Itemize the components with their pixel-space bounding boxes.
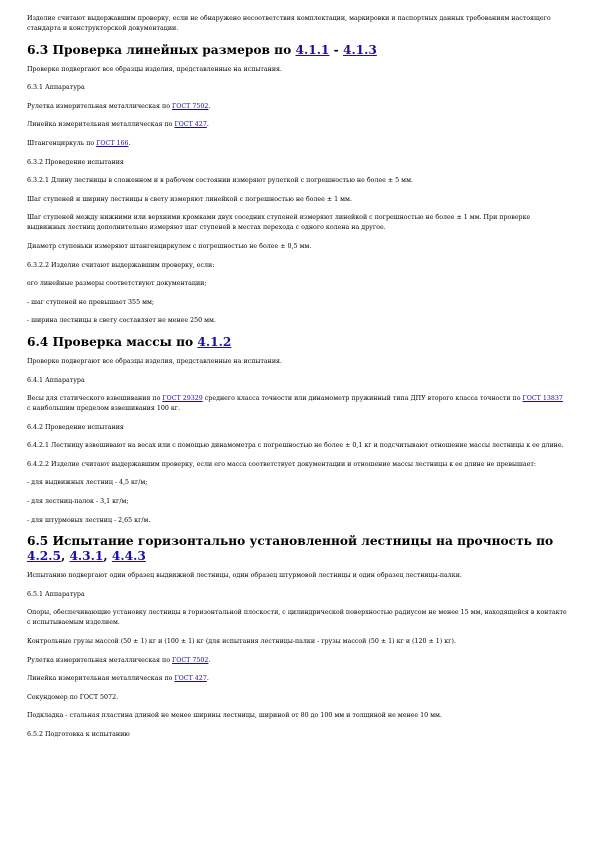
clause-link-4-1-3[interactable]: 4.1.3 [342, 42, 377, 57]
clause-link-4-4-3[interactable]: 4.4.3 [111, 549, 146, 564]
paragraph: Опоры, обеспечивающие установку лестницы в горизонтальной плоскости, с цилиндрической поверхностью радиусом не менее 15 мм, находящейся в контакте с испытываемым изделием. [27, 609, 567, 627]
clause-link-4-1-1[interactable]: 4.1.1 [295, 42, 330, 57]
gost-7502-link[interactable]: ГОСТ 7502 [172, 102, 209, 110]
paragraph [27, 102, 567, 112]
paragraph: 6.3.2.2 Изделие считают выдержавшим проверку, если: [27, 261, 215, 269]
document-body [27, 14, 567, 749]
text: . [208, 656, 211, 664]
subsection-heading: 6.3.2 Проведение испытания [27, 158, 124, 166]
paragraph: 6.4.2.2 Изделие считают выдержавшим проверку, если его масса соответствует документации и отношение массы лестницы к ее длине не превышает: [27, 460, 536, 468]
list-item: - ширина лестницы в свету составляет не менее 250 мм. [27, 317, 216, 325]
paragraph [27, 394, 567, 414]
subsection-heading: 6.4.2 Проведение испытания [27, 423, 124, 431]
text: Штангенциркуль по [27, 139, 97, 147]
comma: , [103, 549, 112, 564]
clause-link-4-2-5[interactable]: 4.2.5 [27, 549, 61, 564]
paragraph: Диаметр ступеньки измеряют штангенциркулем с погрешностью не более ± 0,5 мм. [27, 242, 312, 250]
paragraph [27, 674, 567, 684]
clause-link-4-1-2[interactable]: 4.1.2 [197, 334, 232, 349]
gost-7502-link[interactable]: ГОСТ 7502 [172, 656, 209, 664]
section-title-text: 6.5 Испытание горизонтально установленной лестницы на прочность по [27, 534, 554, 549]
paragraph: Секундомер по ГОСТ 5072. [27, 693, 119, 701]
paragraph: Проверке подвергают все образцы изделия, представленные на испытания. [27, 357, 283, 365]
paragraph: его линейные размеры соответствуют документации; [27, 280, 207, 288]
text: Линейка измерительная металлическая по [27, 121, 175, 129]
paragraph: 6.3.2.1 Длину лестницы в сложенном и в рабочем состоянии измеряют рулеткой с погрешностью не более ± 5 мм. [27, 177, 413, 185]
paragraph: 6.4.2.1 Лестницу взвешивают на весах или с помощью динамометра с погрешностью не более ± 0,1 кг и подсчитывают отношение массы лестницы к ее длине. [27, 442, 564, 450]
paragraph: Подкладка - стальная пластина длиной не менее ширины лестницы, шириной от 80 до 100 мм и толщиной не менее 10 мм. [27, 712, 442, 720]
subsection-heading: 6.5.2 Подготовка к испытанию [27, 731, 130, 738]
gost-427-link[interactable]: ГОСТ 427 [174, 121, 207, 129]
gost-427-link[interactable]: ГОСТ 427 [174, 675, 207, 683]
section-6-5-heading [27, 534, 567, 564]
range-separator: - [329, 42, 343, 57]
paragraph: Проверке подвергают все образцы изделия, представленные на испытания. [27, 65, 283, 73]
intro-paragraph: Изделие считают выдержавшим проверку, если не обнаружено несоответствия комплектации, маркировки и паспортных данных требованиям настоящего стандарта и конструкторской документации. [27, 15, 551, 32]
text: . [206, 675, 209, 683]
paragraph: Контрольные грузы массой (50 ± 1) кг и (100 ± 1) кг (для испытания лестницы-палки - грузы массой (50 ± 1) кг и (120 ± 1) кг). [27, 638, 456, 646]
list-item: - для выдвижных лестниц - 4,5 кг/м; [27, 479, 148, 487]
text: среднего класса точности или динамометр пружинный типа ДПУ второго класса точности по [202, 395, 523, 403]
text: . [208, 102, 211, 110]
paragraph [27, 120, 567, 130]
text: Линейка измерительная металлическая по [27, 675, 175, 683]
section-title-text: 6.3 Проверка линейных размеров по [27, 42, 296, 57]
paragraph: Шаг ступеней и ширину лестницы в свету измеряют линейкой с погрешностью не более ± 1 мм. [27, 195, 352, 203]
gost-13837-link[interactable]: ГОСТ 13837 [522, 395, 563, 403]
text: Рулетка измерительная металлическая по [27, 656, 173, 664]
comma: , [60, 549, 70, 564]
text: . [206, 121, 209, 129]
text: Весы для статического взвешивания по [27, 395, 163, 403]
text: . [128, 139, 131, 147]
subsection-heading: 6.5.1 Аппаратура [27, 590, 85, 598]
list-item: - шаг ступеней не превышает 355 мм; [27, 298, 154, 306]
subsection-heading: 6.3.1 Аппаратура [27, 84, 85, 92]
subsection-heading: 6.4.1 Аппаратура [27, 376, 85, 384]
clause-link-4-3-1[interactable]: 4.3.1 [69, 549, 104, 564]
list-item: - для штурмовых лестниц - 2,65 кг/м. [27, 516, 151, 524]
paragraph [27, 656, 567, 666]
paragraph [27, 139, 567, 149]
text: Рулетка измерительная металлическая по [27, 102, 173, 110]
section-6-3-heading [27, 43, 567, 58]
paragraph: Шаг ступеней между нижними или верхними кромками двух соседних ступеней измеряют линейкой с погрешностью не более ± 1 мм. При проверке выдвижных лестниц дополнительно измеряют шаг ступеней в местах перехода с одного колена на другое. [27, 214, 531, 232]
gost-166-link[interactable]: ГОСТ 166 [96, 139, 129, 147]
gost-29329-link[interactable]: ГОСТ 29329 [162, 395, 203, 403]
section-title-text: 6.4 Проверка массы по [27, 334, 198, 349]
list-item: - для лестниц-палок - 3,1 кг/м; [27, 498, 129, 506]
section-6-4-heading [27, 335, 567, 350]
paragraph: Испытанию подвергают один образец выдвижной лестницы, один образец штурмовой лестницы и один образец лестницы-палки. [27, 572, 462, 580]
text: с наибольшим пределом взвешивания 100 кг. [27, 405, 181, 413]
